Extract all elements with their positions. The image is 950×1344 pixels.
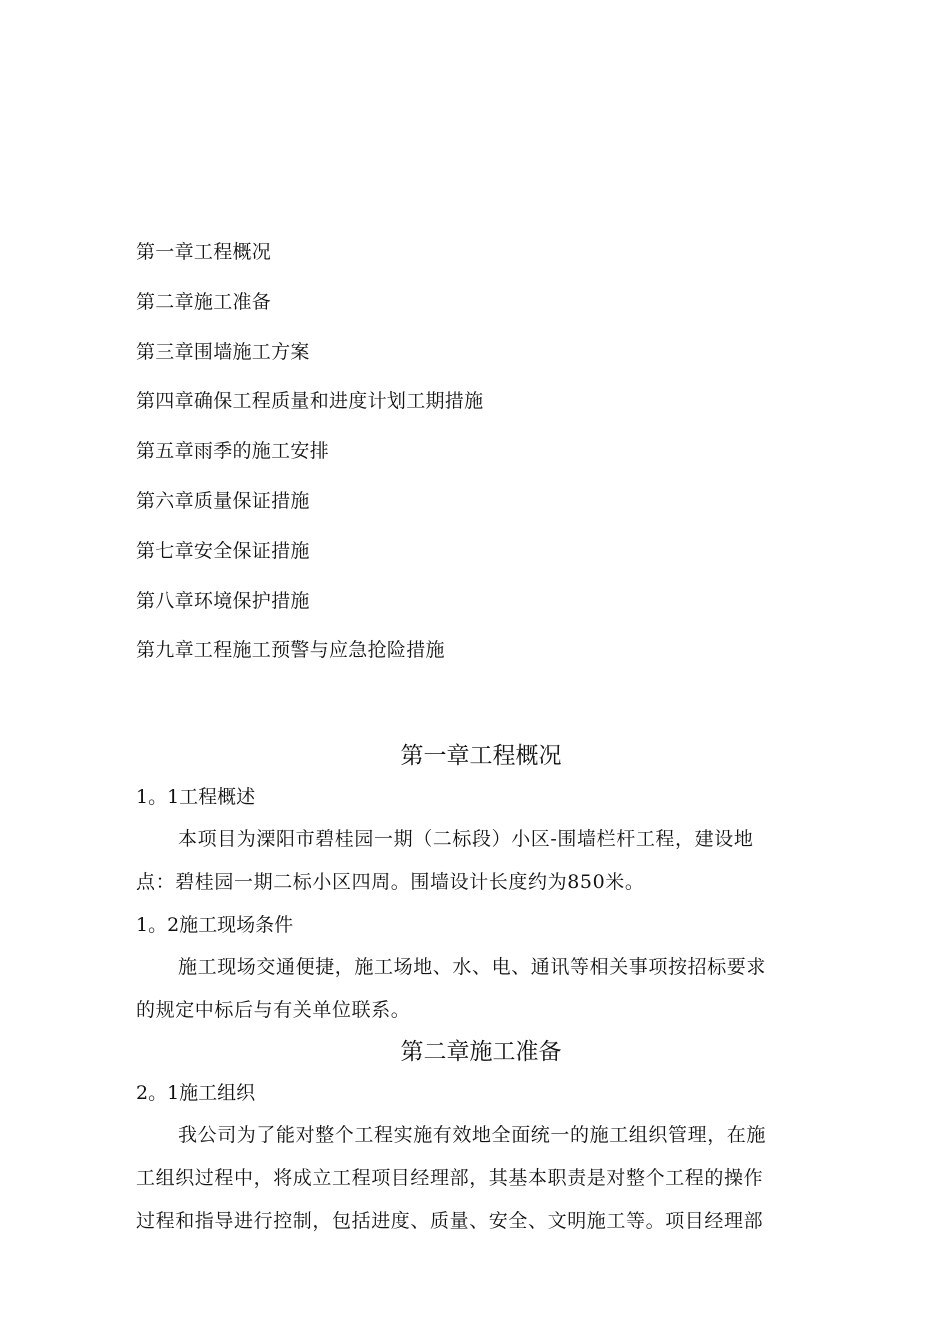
paragraph-line: 施工现场交通便捷，施工场地、水、电、通讯等相关事项按招标要求 bbox=[178, 956, 767, 978]
toc-item: 第八章环境保护措施 bbox=[136, 589, 310, 612]
paragraph-line: 本项目为溧阳市碧桂园一期（二标段）小区-围墙栏杆工程，建设地 bbox=[178, 828, 754, 850]
toc-item: 第六章质量保证措施 bbox=[136, 489, 310, 512]
document-body bbox=[136, 736, 826, 1243]
paragraph-line: 我公司为了能对整个工程实施有效地全面统一的施工组织管理，在施 bbox=[178, 1124, 767, 1146]
toc-item: 第五章雨季的施工安排 bbox=[136, 440, 330, 463]
chapter-title: 第二章施工准备 bbox=[400, 1039, 562, 1065]
toc-item: 第七章安全保证措施 bbox=[136, 539, 310, 562]
paragraph-line: 过程和指导进行控制，包括进度、质量、安全、文明施工等。项目经理部 bbox=[136, 1210, 764, 1232]
toc-item: 第一章工程概况 bbox=[136, 241, 272, 263]
toc-item: 第九章工程施工预警与应急抢险措施 bbox=[136, 639, 445, 662]
paragraph-line: 点：碧桂园一期二标小区四周。围墙设计长度约为850米。 bbox=[136, 871, 645, 893]
section-title: 1。1工程概述 bbox=[136, 786, 256, 808]
paragraph bbox=[136, 946, 826, 1032]
paragraph-line: 的规定中标后与有关单位联系。 bbox=[136, 999, 411, 1021]
toc-item: 第四章确保工程质量和进度计划工期措施 bbox=[136, 390, 484, 413]
paragraph bbox=[136, 1114, 826, 1243]
table-of-contents bbox=[136, 240, 483, 688]
chapter-title: 第一章工程概况 bbox=[400, 743, 562, 769]
section-title: 1。2施工现场条件 bbox=[136, 914, 294, 936]
toc-item: 第三章围墙施工方案 bbox=[136, 340, 310, 363]
paragraph-line: 工组织过程中，将成立工程项目经理部，其基本职责是对整个工程的操作 bbox=[136, 1167, 764, 1189]
section-title: 2。1施工组织 bbox=[136, 1082, 256, 1104]
toc-item: 第二章施工准备 bbox=[136, 290, 272, 313]
paragraph bbox=[136, 818, 826, 904]
